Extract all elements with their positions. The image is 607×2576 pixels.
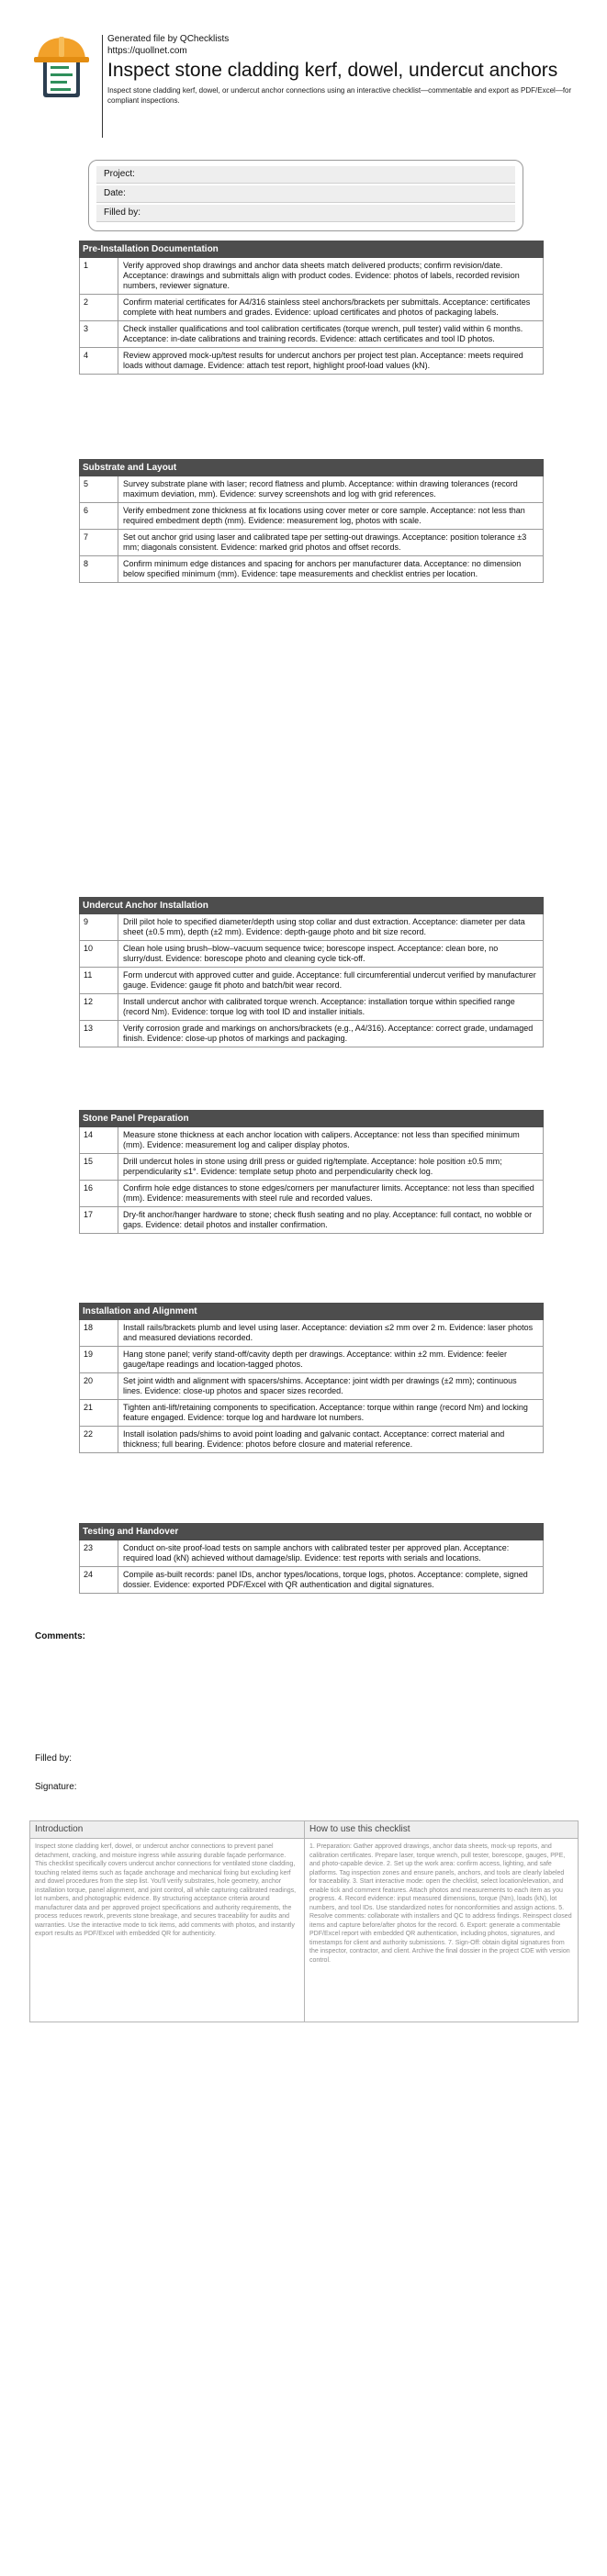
item-text: Set out anchor grid using laser and calibrated tape per setting-out drawings. Acceptance: position tolerance ±3 mm; diagonals consistent. Evidence: marked grid photos and offset records.	[123, 532, 527, 552]
item-text: Install rails/brackets plumb and level using laser. Acceptance: deviation ≤2 mm over 2 m. Evidence: laser photos and measured deviations recorded.	[123, 1323, 534, 1342]
how-to-heading: How to use this checklist	[305, 1821, 578, 1839]
introduction-heading: Introduction	[30, 1821, 304, 1839]
section-header: Substrate and Layout	[79, 459, 544, 476]
checklist-item[interactable]	[79, 1320, 544, 1347]
section-installation-alignment	[79, 1303, 544, 1453]
checklist-item[interactable]	[79, 530, 544, 556]
checklist-item[interactable]	[79, 556, 544, 583]
item-number: 1	[80, 258, 118, 294]
generated-by-text: Generated file by QChecklists	[107, 34, 230, 44]
item-number: 24	[80, 1567, 118, 1593]
item-text: Dry-fit anchor/hanger hardware to stone; check flush seating and no play. Acceptance: full contact, no wobble or gaps. Evidence: detail photos and installer confirmation.	[123, 1210, 533, 1229]
section-header: Undercut Anchor Installation	[79, 897, 544, 914]
item-text: Check installer qualifications and tool calibration certificates (torque wrench, pull tester) valid within 6 months. Acceptance: in-date calibrations and training records. Evidence: attach certificates and tool ID photos.	[123, 324, 523, 343]
item-text: Install isolation pads/shims to avoid point loading and galvanic contact. Acceptance: correct material and thickness; full bearing. Evidence: photos before closure and material reference.	[123, 1429, 505, 1449]
filled-by-field[interactable]	[96, 205, 515, 222]
checklist-item[interactable]	[79, 348, 544, 375]
section-stone-panel-prep	[79, 1110, 544, 1234]
item-number: 14	[80, 1127, 118, 1153]
item-number: 10	[80, 941, 118, 967]
item-number: 22	[80, 1427, 118, 1452]
checklist-item[interactable]	[79, 1181, 544, 1207]
item-text: Verify embedment zone thickness at fix locations using cover meter or core sample. Acceptance: not less than required embedment depth (mm). Evidence: measurement log, photos with scale.	[123, 506, 525, 525]
helmet-checklist-icon	[30, 33, 95, 99]
header-text	[107, 33, 585, 106]
checklist-item[interactable]	[79, 1154, 544, 1181]
item-number: 23	[80, 1540, 118, 1566]
checklist-item[interactable]	[79, 1373, 544, 1400]
item-text: Compile as-built records: panel IDs, anchor types/locations, torque logs, photos. Acceptance: complete, signed dossier. Evidence: exported PDF/Excel with QR authentication and digital signatures.	[123, 1570, 528, 1589]
checklist-item[interactable]	[79, 1347, 544, 1373]
section-header: Installation and Alignment	[79, 1303, 544, 1320]
item-text: Conduct on-site proof-load tests on sample anchors with calibrated tester per approved plan. Acceptance: required load (kN) achieved without damage/slip. Evidence: test reports with serials and locations.	[123, 1543, 510, 1562]
section-undercut-anchor	[79, 897, 544, 1047]
item-text: Survey substrate plane with laser; record flatness and plumb. Acceptance: within drawing tolerances (record maximum deviation, mm). Evidence: survey screenshots and log with grid references.	[123, 479, 518, 498]
section-pre-installation	[79, 241, 544, 375]
item-text: Drill undercut holes in stone using drill press or guided rig/template. Acceptance: hole position ±0.5 mm; perpendicularity ≤1°. Evidence: template setup photo and perpendicularity check log.	[123, 1157, 502, 1176]
item-number: 3	[80, 321, 118, 347]
checklist-item[interactable]	[79, 994, 544, 1021]
item-number: 11	[80, 968, 118, 993]
qchecklists-logo	[30, 33, 95, 99]
checklist-item[interactable]	[79, 321, 544, 348]
checklist-item[interactable]	[79, 1400, 544, 1427]
section-header: Testing and Handover	[79, 1523, 544, 1540]
checklist-item[interactable]	[79, 1540, 544, 1567]
how-to-column	[304, 1821, 578, 2022]
item-number: 20	[80, 1373, 118, 1399]
item-number: 9	[80, 914, 118, 940]
item-number: 13	[80, 1021, 118, 1047]
item-text: Clean hole using brush–blow–vacuum sequence twice; borescope inspect. Acceptance: clean bore, no slurry/dust. Evidence: borescope photo and cleaning cycle tick-off.	[123, 944, 499, 963]
date-field[interactable]	[96, 185, 515, 203]
introduction-column	[30, 1821, 304, 2022]
filled-by-label: Filled by:	[104, 207, 141, 218]
item-number: 15	[80, 1154, 118, 1180]
item-number: 5	[80, 476, 118, 502]
item-number: 18	[80, 1320, 118, 1346]
item-text: Measure stone thickness at each anchor location with calipers. Acceptance: not less than specified minimum (mm). Evidence: measurement log and caliper display photos.	[123, 1130, 520, 1149]
item-text: Set joint width and alignment with spacers/shims. Acceptance: joint width per drawings (±2 mm); continuous lines. Evidence: close-up photos and spacer sizes recorded.	[123, 1376, 517, 1395]
item-number: 2	[80, 295, 118, 320]
item-number: 7	[80, 530, 118, 555]
section-substrate-layout	[79, 459, 544, 583]
project-label: Project:	[104, 169, 135, 179]
document-description: Inspect stone cladding kerf, dowel, or undercut anchor connections using an interactive checklist—commentable and export as PDF/Excel—for compliant inspections.	[107, 86, 572, 105]
section-header: Stone Panel Preparation	[79, 1110, 544, 1127]
checklist-item[interactable]	[79, 968, 544, 994]
item-text: Confirm minimum edge distances and spacing for anchors per manufacturer data. Acceptance: no dimension below specified minimum (mm). Evidence: tape measurements and checklist entries per location.	[123, 559, 522, 578]
checklist-item[interactable]	[79, 1567, 544, 1594]
item-text: Tighten anti-lift/retaining components to specification. Acceptance: torque within range (record Nm) and locking feature engaged. Evidence: torque log and hardware lot numbers.	[123, 1403, 528, 1422]
info-table	[29, 1820, 579, 2022]
filled-by-footer-label: Filled by:	[35, 1753, 73, 1764]
item-text: Verify approved shop drawings and anchor data sheets match delivered products; confirm revision/date. Acceptance: drawings and submittals align with product codes. Evidence: photos of labels, recorded revision numbers, reviewer signature.	[123, 261, 520, 290]
section-testing-handover	[79, 1523, 544, 1594]
item-number: 4	[80, 348, 118, 374]
document-header	[30, 33, 581, 143]
comments-label: Comments:	[35, 1631, 86, 1641]
item-text: Review approved mock-up/test results for undercut anchors per project test plan. Acceptance: meets required loads without damage. Evidence: attach test report, highlight proof-load values (kN).	[123, 351, 523, 370]
checklist-item[interactable]	[79, 1127, 544, 1154]
item-number: 8	[80, 556, 118, 582]
item-number: 12	[80, 994, 118, 1020]
item-text: Confirm material certificates for A4/316 stainless steel anchors/brackets per submittals. Acceptance: certificates complete with heat numbers and grades. Evidence: upload certificates and photos of packaging labels.	[123, 297, 531, 317]
item-text: Verify corrosion grade and markings on anchors/brackets (e.g., A4/316). Acceptance: correct grade, undamaged finish. Evidence: close-up photos of markings and packaging.	[123, 1024, 534, 1043]
project-field[interactable]	[96, 166, 515, 184]
how-to-text: 1. Preparation: Gather approved drawings, anchor data sheets, mock-up reports, and calibration certificates. Prepare laser, torque wrench, pull tester, borescope, gauges, PPE, and photo-capable device. 2. Set up the work area: confirm access, lighting, and safe platforms. Tag inspection zones and ensure panels, anchors, and tools are clearly labeled for traceability. 3. Start interactive mode: open the checklist, select location/elevation, and enable tick and comment features. Attach photos and measurements to each item as you progress. 4. Record evidence: input measured dimensions, torque (Nm), loads (kN), lot numbers, and tool IDs. Use standardized notes for nonconformities and assign actions. 5. Resolve comments: collaborate with installers and QC to address findings. Reinspect closed items and capture before/after photos for the record. 6. Export: generate a commentable PDF/Excel report with embedded QR authentication, including photos, signatures, and timestamps for client and authority submissions. 7. Sign-Off: obtain digital signatures from the inspector, contractor, and client. Archive the final dossier in the project CDE with version control.	[309, 1843, 572, 1964]
project-info-box	[88, 160, 523, 231]
item-text: Form undercut with approved cutter and guide. Acceptance: full circumferential undercut verified by manufacturer gauge. Evidence: gauge fit photo and batch/bit wear record.	[123, 970, 536, 990]
introduction-text: Inspect stone cladding kerf, dowel, or undercut anchor connections to prevent panel detachment, cracking, and moisture ingress while assuring durable façade performance. This checklist specifically covers undercut anchor connections for ventilated stone cladding, touching related items such as façade anchorage and mechanical fixing but excluding kerf and dowel procedures from the step list. You'll verify substrates, hole geometry, anchor installation torque, panel alignment, and joint control, all while capturing calibrated readings, lot numbers, and photographic evidence. By structuring acceptance criteria around manufacturer data and per approved project specifications and authority requirements, the process reduces rework, prevents stone breakage, and secures traceability for audits and warranties. Use the interactive mode to tick items, add comments with photos, and instantly export results as PDF/Excel with embedded QR for authenticity.	[35, 1843, 297, 1937]
date-label: Date:	[104, 188, 126, 198]
document-title: Inspect stone cladding kerf, dowel, undercut anchors	[107, 60, 558, 81]
signature-label: Signature:	[35, 1782, 77, 1792]
header-divider	[102, 35, 103, 138]
item-number: 19	[80, 1347, 118, 1372]
checklist-item[interactable]	[79, 914, 544, 941]
item-number: 16	[80, 1181, 118, 1206]
item-number: 6	[80, 503, 118, 529]
item-number: 17	[80, 1207, 118, 1233]
item-text: Drill pilot hole to specified diameter/depth using stop collar and dust extraction. Acceptance: diameter per data sheet (±0.5 mm), depth (±2 mm). Evidence: depth-gauge photo and bit size record.	[123, 917, 525, 936]
checklist-item[interactable]	[79, 503, 544, 530]
site-url-link[interactable]: https://quollnet.com	[107, 46, 187, 56]
section-header: Pre-Installation Documentation	[79, 241, 544, 258]
item-text: Hang stone panel; verify stand-off/cavity depth per drawings. Acceptance: within ±2 mm. Evidence: feeler gauge/tape readings and location-tagged photos.	[123, 1350, 507, 1369]
item-number: 21	[80, 1400, 118, 1426]
checklist-item[interactable]	[79, 258, 544, 295]
checklist-item[interactable]	[79, 295, 544, 321]
item-text: Install undercut anchor with calibrated torque wrench. Acceptance: installation torque within specified range (record Nm). Evidence: torque log with tool ID and installer initials.	[123, 997, 515, 1016]
checklist-item[interactable]	[79, 941, 544, 968]
checklist-item[interactable]	[79, 476, 544, 503]
checklist-item[interactable]	[79, 1427, 544, 1453]
checklist-item[interactable]	[79, 1207, 544, 1234]
checklist-item[interactable]	[79, 1021, 544, 1047]
item-text: Confirm hole edge distances to stone edges/corners per manufacturer limits. Acceptance: not less than specified (mm). Evidence: measurements with steel rule and recorded values.	[123, 1183, 534, 1203]
